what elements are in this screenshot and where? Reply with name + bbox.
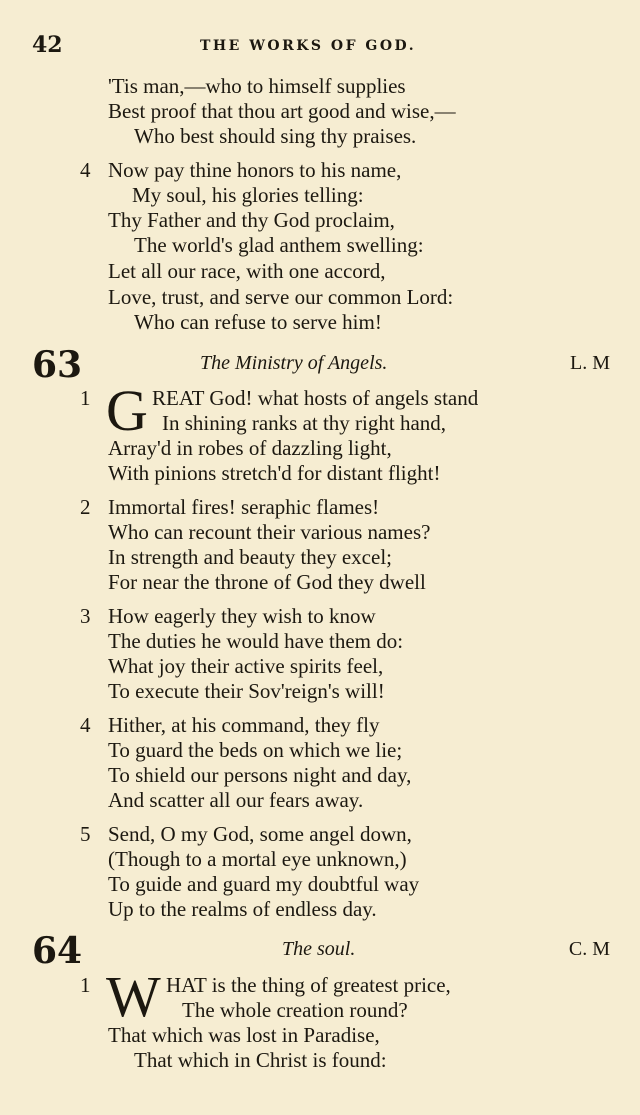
verse-line: My soul, his glories telling: bbox=[132, 183, 364, 207]
verse-number: 1 bbox=[80, 386, 91, 410]
page-header bbox=[0, 32, 640, 62]
verse-number: 2 bbox=[80, 495, 91, 519]
verse-line: The whole creation round? bbox=[182, 998, 408, 1022]
verse-number: 4 bbox=[80, 158, 91, 182]
verse-line: That which in Christ is found: bbox=[134, 1048, 387, 1072]
drop-cap: G bbox=[106, 378, 148, 443]
verse-line: To execute their Sov'reign's will! bbox=[108, 679, 385, 703]
verse-line: To guide and guard my doubtful way bbox=[108, 872, 420, 896]
hymn-heading bbox=[0, 344, 640, 388]
verse-line: Immortal fires! seraphic flames! bbox=[108, 495, 380, 519]
verse-line: To shield our persons night and day, bbox=[108, 763, 412, 787]
verse-line: Thy Father and thy God proclaim, bbox=[108, 208, 395, 232]
verse-line: Who best should sing thy praises. bbox=[134, 124, 417, 148]
verse-line: In shining ranks at thy right hand, bbox=[162, 411, 447, 435]
verse-line: In strength and beauty they excel; bbox=[108, 545, 392, 569]
verse-line: Array'd in robes of dazzling light, bbox=[108, 436, 392, 460]
verse-line: The world's glad anthem swelling: bbox=[134, 233, 424, 257]
verse-line: The duties he would have them do: bbox=[108, 629, 404, 653]
verse-line: For near the throne of God they dwell bbox=[108, 570, 426, 594]
verse-number: 5 bbox=[80, 822, 91, 846]
verse-line: Hither, at his command, they fly bbox=[108, 713, 380, 737]
verse-line: Who can refuse to serve him! bbox=[134, 310, 382, 334]
verse-line: That which was lost in Paradise, bbox=[108, 1023, 380, 1047]
verse-line: With pinions stretch'd for distant flight! bbox=[108, 461, 441, 485]
hymn-title: The soul. bbox=[282, 938, 356, 960]
verse-line: 'Tis man,—who to himself supplies bbox=[108, 74, 406, 98]
running-title: THE WORKS OF GOD. bbox=[200, 38, 417, 54]
verse-line: REAT God! what hosts of angels stand bbox=[152, 386, 479, 410]
verse-line: Best proof that thou art good and wise,— bbox=[108, 99, 456, 123]
drop-cap: W bbox=[106, 964, 161, 1029]
verse-line: Now pay thine honors to his name, bbox=[108, 158, 402, 182]
verse-line: Who can recount their various names? bbox=[108, 520, 431, 544]
page-number: 42 bbox=[32, 32, 63, 58]
verse-line: Love, trust, and serve our common Lord: bbox=[108, 285, 454, 309]
verse-number: 4 bbox=[80, 713, 91, 737]
hymn-number: 63 bbox=[32, 344, 83, 386]
verse-line: To guard the beds on which we lie; bbox=[108, 738, 403, 762]
verse-number: 1 bbox=[80, 973, 91, 997]
verse-line: Up to the realms of endless day. bbox=[108, 897, 377, 921]
verse-line: HAT is the thing of greatest price, bbox=[166, 973, 451, 997]
verse-line: Let all our race, with one accord, bbox=[108, 259, 386, 283]
verse-line: And scatter all our fears away. bbox=[108, 788, 364, 812]
verse-line: How eagerly they wish to know bbox=[108, 604, 376, 628]
hymn-heading bbox=[0, 930, 640, 974]
hymn-number: 64 bbox=[32, 930, 83, 972]
verse-number: 3 bbox=[80, 604, 91, 628]
hymn-meter: L. M bbox=[570, 352, 610, 374]
hymn-meter: C. M bbox=[568, 938, 610, 960]
verse-line: What joy their active spirits feel, bbox=[108, 654, 384, 678]
verse-line: (Though to a mortal eye unknown,) bbox=[108, 847, 407, 871]
hymn-title: The Ministry of Angels. bbox=[200, 352, 388, 374]
verse-line: Send, O my God, some angel down, bbox=[108, 822, 412, 846]
